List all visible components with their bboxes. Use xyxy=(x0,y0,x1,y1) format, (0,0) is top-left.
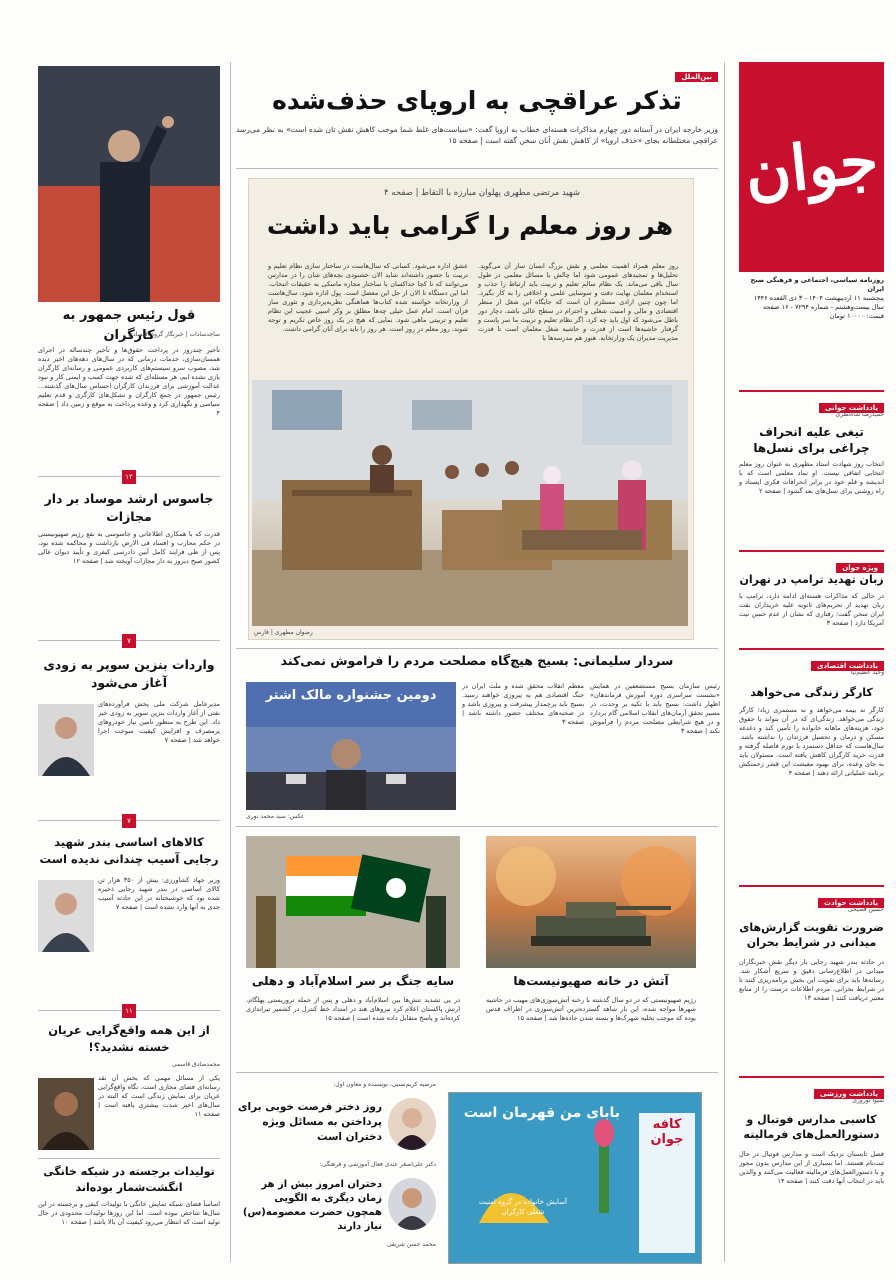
left-body-2: قدرت که با همکاری اطلاعاتی و جاسوسی به نفع رژیم صهیونیستی در حکم محارب و افساد فی الارض بازداشت و محاکمه شده بود، پس از طی فرایند کامل آیین دادرسی کیفری و تأیید دیوان عالی کشور صبح دیروز به دار مجازات آویخته شد | صفحه ۱۲ xyxy=(38,530,220,565)
masthead-date: پنجشنبه ۱۱ اردیبهشت ۱۴۰۴ - ۳ ذی القعده ۱۴۴۶ xyxy=(753,294,884,302)
masthead-logo xyxy=(739,62,884,272)
right-body-4: در حادثه بندر شهید رجایی بار دیگر نقش خبرنگاران میدانی در اطلاع‌رسانی دقیق و سریع آشکار شد. رسانه‌ها باید برای تقویت این بخش برنامه‌ریزی کنند تا در شرایط بحرانی، مردم اطلاعات درست را از منابع معتبر دریافت کنند | صفحه ۱۳ xyxy=(739,958,884,1002)
right-headline-2: زبان تهدید ترامپ در تهران xyxy=(739,573,884,586)
right-body-2: در حالی که مذاکرات هسته‌ای ادامه دارد، ترامپ با زبان تهدید از تحریم‌های ثانویه علیه خریداران نفت ایران سخن گفت؛ رفتاری که نشان از عدم حسن نیت آمریکا دارد | صفحه ۳ xyxy=(739,592,884,627)
magazine-cover-headline: بابای من قهرمان است xyxy=(463,1105,621,1121)
bottom-byline-2: محمد حسن شریفی xyxy=(386,1241,436,1248)
right-byline-5: شیوا نوروزی xyxy=(852,1097,884,1104)
page-badge-3: ۷ xyxy=(122,814,136,828)
right-section-label-3: یادداشت اقتصادی xyxy=(811,653,884,672)
logo-text: جوان xyxy=(741,123,882,210)
feature-photo-credit: رضوان مطهری | فارس xyxy=(254,629,313,636)
left-body-6: اساساً فضای شبکه نمایش خانگی با تولیدات کیفی و برجسته در این سال‌ها شاخص نبوده است. اما این روزها تولیدات محدودی در حال تولید است که انتظار می‌رود کیفیت آن بالا باشد | صفحه ۱۰ xyxy=(38,1200,220,1226)
right-section-label-4: یادداشت حوادث xyxy=(818,890,884,909)
classroom-photo xyxy=(252,380,688,626)
right-headline-3: کارگر زندگی می‌خواهد xyxy=(750,686,873,699)
right-body-1: انتخاب روز شهادت استاد مطهری به عنوان روز معلم انتخابی اتفاقی نیست. او نماد معلمی است که با اندیشه و قلم خود در برابر انحرافات فکری ایستاد و راه روشنی برای نسل‌های بعد گشود | صفحه ۲ xyxy=(739,460,884,495)
masthead-issue: سال بیست‌وهشتم - شماره ۷۲۹۴ - ۱۶ صفحه xyxy=(762,303,884,311)
bottom-kicker-1: مرضیه کریم‌نسبی، نویسنده و معاون اول: xyxy=(333,1081,436,1088)
page-badge-4: ۱۱ xyxy=(122,1004,136,1018)
oil-official-photo xyxy=(38,704,94,776)
india-pakistan-photo xyxy=(246,836,460,968)
tank-fire-photo xyxy=(486,836,696,968)
left-headline-4: کالاهای اساسی بندر شهید رجایی آسیب چندانی ندیده است xyxy=(39,835,219,866)
top-story-headline: تذکر عراقچی به اروپای حذف‌شده xyxy=(272,86,682,115)
right-headline-1: تیغی علیه انحراف چراغی برای نسل‌ها xyxy=(753,425,870,455)
right-byline-4: حسین فصیحی xyxy=(847,906,884,913)
feature-kicker: شهید مرتضی مطهری پهلوان مبارزه با التقاط | صفحه ۴ xyxy=(384,188,580,198)
portrait-woman-photo xyxy=(388,1098,436,1150)
india-body: در پی تشدید تنش‌ها بین اسلام‌آباد و دهلی و پس از حمله تروریستی پهلگام، ارتش پاکستان اعلام کرد نیروهای هند در امتداد خط کنترل در کشمیر تیراندازی کرده‌اند و پاسخ متقابل داده شده است | صفحه ۱۵ xyxy=(246,996,460,1022)
right-headline-5: کاسبی مدارس فوتبال و دستورالعمل‌های فرمالیته xyxy=(743,1113,880,1141)
minister-photo xyxy=(38,880,94,952)
page-badge-2: ۷ xyxy=(122,634,136,648)
soleimani-photo-banner: دومین جشنواره مالک اشتر xyxy=(265,688,437,703)
right-body-3: کارگر نه بیمه می‌خواهد و نه مستمری زیاد؛ کارگر زندگی می‌خواهد. زندگی‌ای که در آن بتواند با حقوق خود، هزینه‌های ماهانه خانواده را تأمین کند و دغدغه مسکن و درمان و تحصیل فرزندان را نداشته باشد. سال‌هاست که حداقل دستمزد با تورم فاصله گرفته و قدرت خرید کارگران کاهش یافته است. مسئولان باید به جای وعده، برای بهبود معیشت این قشر زحمتکش برنامه عملیاتی ارائه دهند | صفحه ۴ xyxy=(739,706,884,777)
left-body-5: یکی از مسائل مهمی که بخش آن نقد رسانه‌ای فضای مجازی است، نگاه واقع‌گرایی عریان برای نمایش زندگی است که البته در سال‌های اخیر شدت بیشتری یافته است | صفحه ۱۱ xyxy=(98,1074,220,1118)
oil-official-art xyxy=(38,704,94,776)
soleimani-body1: رئیس سازمان بسیج مستضعفین در همایش «نشست سراسری دوره آموزش فرماندهان» اظهار داشت: بسیج باید با تکیه بر وحدت، در مسیر تحقق آرمان‌های انقلاب اسلامی گام بردارد و در هیچ شرایطی مصلحت مردم را فراموش نکند | صفحه ۳ xyxy=(590,682,720,735)
magazine-title: کافه جوان xyxy=(650,1117,684,1147)
right-byline-1: حمیدرضا شاه‌نظری xyxy=(835,411,884,418)
soleimani-photo xyxy=(246,682,456,810)
soleimani-photo-credit: عکس: سید محمد نوری xyxy=(246,813,305,820)
left-byline-1: ساجدسادات | خبرنگار گروه اقتصادی xyxy=(128,331,220,338)
magazine-subtitle: آسایش خانواده در گروه امنیت شغلی کارگران xyxy=(478,1198,567,1216)
feature-col2: عشق اداره می‌شود. کسانی که سال‌هاست در ساختار سازی نظام تعلیم و تربیت با حضور داشته‌اند شاید الان خشنودی بچه‌های شان را در مدارس می‌توانند که تا کجا خداکسان با ساختار مجازه ماسکی به حقیقات انتخاب. اما این دستگاه تا الان از حل این معضل است. پول اداره شود. سال‌هاست از وزارتخانه خواسته شده کتاب‌ها هماهنگی نظریه‌پردازی و تئوری ساز قرآن است. امام عمل خیلی چه‌ها مطلق بر وکر اسپی عجیب این نظام تعلیم و تربیتی ماهی شود. نمایی که هیچ در یک روز خاص تکریم و توجه شوند، روز معلم در روز است. هر روز را باید برای آنان گرامی داشت. xyxy=(268,262,468,333)
page-badge-1: ۱۲ xyxy=(122,470,136,484)
top-story-tag: بین‌الملل xyxy=(675,64,718,83)
tank-art xyxy=(486,836,696,968)
right-section-label-1: یادداشت جوانی xyxy=(819,395,884,414)
masthead-info xyxy=(739,276,884,321)
actor-photo xyxy=(38,1078,94,1150)
left-headline-5: از این همه واقع‌گرایی عریان خسته نشدید؟! xyxy=(48,1023,210,1054)
tank-headline: آتش در خانه صهیونیست‌ها xyxy=(513,974,669,988)
left-body-4: وزیر جهاد کشاورزی: بیش از ۳۵۰ هزار تن کالای اساسی در بندر شهید رجایی ذخیره شده بود که خوشبختانه در این حادثه آسیب جدی به آنها وارد نشده است | صفحه ۷ xyxy=(98,876,220,911)
left-byline-5: محمدصادق قاسمی xyxy=(171,1061,220,1068)
masthead-dateline: روزنامه سیاسی، اجتماعی و فرهنگی صبح ایران xyxy=(750,276,884,293)
right-byline-3: وحید عظیم‌نیا xyxy=(850,669,884,676)
left-body-1: تأخیر چندروز در پرداخت حقوق‌ها و تأخیر چندساله در اجرای همسان‌سازی، خدمات درمانی که در سال‌های دهه‌های اخیر دیده شد، مصوب سرو سیستم‌های کاربردی عمومی و رسانه‌ای کارگران بازی نشده ایم، هر مسئله‌ای که شده جهت کسب و ایمنی کار و نبود عدالت آموزشی برای فرزندان کارگران احساس سال‌های گذشته... رئیس جمهور در جمع کارگران و تشکل‌های کارگری و قدم تعلیم سیاسی و نگهداری کرد و وعده پرداخت به موقع و زمین داد | صفحه ۴ xyxy=(38,346,220,417)
soleimani-body2: معظم انقلاب محقق شده و ملت ایران در جنگ اقتصادی هم به پیروزی خواهند رسید. بسیج باید پرچمدار پیشرفت و پیروزی باشد و در صحنه‌های مختلف حضور داشته باشد | صفحه ۳ xyxy=(462,682,584,726)
portrait-man-photo xyxy=(388,1178,436,1230)
masthead-price: قیمت: ۱۰۰۰۰ تومان xyxy=(829,312,884,320)
bottom-headline-1: روز دختر فرصت خوبی برای پرداختن به مسائل ویژه دختران است xyxy=(237,1101,382,1143)
portrait-woman-art xyxy=(388,1098,436,1150)
right-section-label-5: یادداشت ورزشی xyxy=(814,1081,884,1100)
magazine-cover xyxy=(448,1092,702,1264)
feature-headline: هر روز معلم را گرامی باید داشت xyxy=(266,211,674,240)
bottom-headline-2: دختران امروز بیش از هر زمان دیگری به الگویی همچون حضرت معصومه(س) نیاز دارند xyxy=(242,1179,382,1232)
soleimani-headline: سردار سلیمانی: بسیج هیچ‌گاه مصلحت مردم را فراموش نمی‌کند xyxy=(280,653,674,668)
actor-art xyxy=(38,1078,94,1150)
bottom-kicker-2: دکتر علی‌اصغر عبدی فعال آموزشی و فرهنگی: xyxy=(319,1161,436,1168)
classroom-illustration xyxy=(252,380,688,626)
left-headline-1: قول رئیس جمهور به کارگران xyxy=(62,308,196,343)
tank-body: رژیم صهیونیستی که در دو سال گذشته با رخنه آتش‌سوزی‌های مهیب در حاشیه شهرها مواجه شده، این بار شاهد گسترده‌ترین آتش‌سوزی در اطراف قدس بوده که موجب تخلیه شهرک‌ها و بسته شدن جاده‌ها شد | صفحه ۱۵ xyxy=(486,996,696,1022)
left-headline-3: واردات بنزین سوپر به زودی آغاز می‌شود xyxy=(43,657,215,690)
top-story-body: وزیر خارجه ایران در آستانه دور چهارم مذاکرات هسته‌ای خطاب به اروپا گفت: «سیاست‌های غلط شما موجب کاهش نقش تان شده است» به نظر می‌رسد عراقچی مختلطانه بجای «حذف اروپا» از کاهش نقش آنان سخن گفته است | صفحه ۱۵ xyxy=(236,125,718,145)
left-body-3: مدیرعامل شرکت ملی پخش فرآورده‌های نفتی از آغاز واردات بنزین سوپر به زودی خبر داد. این طرح به منظور تامین نیاز خودروهای پرمصرف و افزایش کیفیت سوخت اجرا خواهد شد | صفحه ۷ xyxy=(98,700,220,744)
right-body-5: فصل تابستان نزدیک است و مدارس فوتبال در حال ثبت‌نام هستند. اما بسیاری از این مدارس بدون مجوز و با دستورالعمل‌های فرمالیته فعالیت می‌کنند و والدین باید در انتخاب آنها دقت کنند | صفحه ۱۴ xyxy=(739,1150,884,1185)
flags-art xyxy=(246,836,460,968)
left-headline-2: جاسوس ارشد موساد بر دار مجازات xyxy=(44,491,214,524)
feature-col1: روز معلم همزاد اهمیت معلمی و نقش بزرگ انسان ساز آن می‌گوید. تحلیل‌ها و تمجیدهای عمومی شود اما چالش یا مسائل معلمی در طول سال باقی می‌ماند. یک نظام سالم تعلیم و تربیت باید ارتباط را جذب و استخدام معلمان نهایت دقت و سوسایی علمی و اخلاقی را به کار بگیرد. اما چون چنین ارادی مستلزم آن است که جایگاه این شغل از منظر اقتصادی و مالی و امنیت شغلی و احترام در سطح عالی باشد، دچار دور باطل می‌شود که اول باید چه کرد. اگر نظام تعلیم و تربیت ما سر پاست و گرفتار حاشیه‌ها است از قدرت و حاشیه شغل معلمان است تا قدرت مدیریت مدیران یک وزارتخانه. هنوز هم مدرسه‌ها با xyxy=(478,262,678,342)
india-headline: سایه جنگ بر سر اسلام‌آباد و دهلی xyxy=(251,974,455,988)
portrait-man-art xyxy=(388,1178,436,1230)
minister-art xyxy=(38,880,94,952)
left-headline-6: تولیدات برجسته در شبکه خانگی انگشت‌شمار بوده‌اند xyxy=(43,1165,215,1194)
president-photo xyxy=(38,66,220,302)
right-section-label-2: ویژه جوان xyxy=(836,555,884,574)
president-art xyxy=(38,66,220,302)
right-headline-4: ضرورت تقویت گزارش‌های میدانی در شرایط بحران xyxy=(739,921,884,949)
